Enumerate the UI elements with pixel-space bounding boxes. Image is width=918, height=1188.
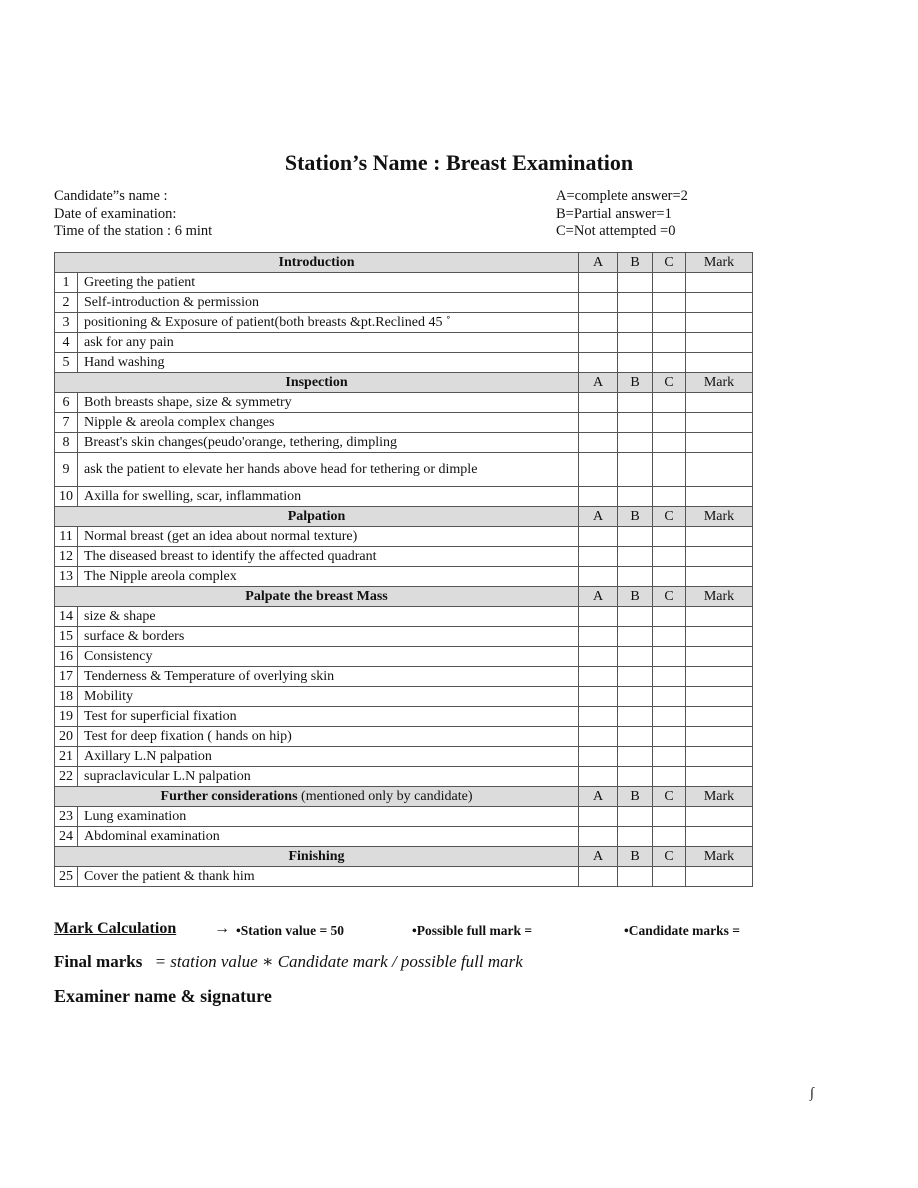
column-b-header: B	[618, 373, 653, 393]
column-b-header: B	[618, 847, 653, 867]
item-number: 1	[55, 273, 78, 293]
grade-a-cell[interactable]	[579, 747, 618, 767]
grade-a-cell[interactable]	[579, 767, 618, 787]
item-description: Tenderness & Temperature of overlying skin	[78, 667, 579, 687]
item-description: Greeting the patient	[78, 273, 579, 293]
section-title	[55, 587, 579, 607]
grade-b-cell[interactable]	[618, 727, 653, 747]
mark-cell[interactable]	[686, 567, 753, 587]
item-description: The Nipple areola complex	[78, 567, 579, 587]
grade-a-cell[interactable]	[579, 393, 618, 413]
grade-a-cell[interactable]	[579, 687, 618, 707]
grade-c-cell[interactable]	[653, 453, 686, 487]
item-description: ask the patient to elevate her hands above head for tethering or dimple	[78, 453, 579, 487]
column-c-header: C	[653, 847, 686, 867]
item-description: positioning & Exposure of patient(both breasts &pt.Reclined 45 ˚	[78, 313, 579, 333]
column-mark-header: Mark	[686, 787, 753, 807]
column-a-header: A	[579, 373, 618, 393]
station-time-label: Time of the station : 6 mint	[54, 223, 213, 239]
table-row	[55, 273, 753, 293]
table-row	[55, 567, 753, 587]
table-row	[55, 353, 753, 373]
item-description: Consistency	[78, 647, 579, 667]
item-number: 16	[55, 647, 78, 667]
grade-a-cell[interactable]	[579, 727, 618, 747]
mark-cell[interactable]	[686, 687, 753, 707]
item-number: 17	[55, 667, 78, 687]
column-c-header: C	[653, 507, 686, 527]
section-title	[55, 787, 579, 807]
item-number: 11	[55, 527, 78, 547]
mark-cell[interactable]	[686, 667, 753, 687]
final-marks	[54, 952, 523, 972]
column-a-header: A	[579, 587, 618, 607]
column-c-header: C	[653, 373, 686, 393]
mark-cell[interactable]	[686, 807, 753, 827]
grade-a-key: A=complete answer=2	[556, 188, 688, 204]
grade-b-cell[interactable]	[618, 707, 653, 727]
grade-a-cell[interactable]	[579, 827, 618, 847]
mark-cell[interactable]	[686, 393, 753, 413]
grade-b-cell[interactable]	[618, 807, 653, 827]
grade-c-cell[interactable]	[653, 627, 686, 647]
grade-c-cell[interactable]	[653, 393, 686, 413]
section-header	[55, 253, 753, 273]
table-row	[55, 433, 753, 453]
table-row	[55, 707, 753, 727]
section-title	[55, 847, 579, 867]
column-mark-header: Mark	[686, 587, 753, 607]
column-a-header: A	[579, 847, 618, 867]
grade-b-cell[interactable]	[618, 353, 653, 373]
item-description: Mobility	[78, 687, 579, 707]
item-number: 20	[55, 727, 78, 747]
item-description: ask for any pain	[78, 333, 579, 353]
table-row	[55, 687, 753, 707]
candidate-marks: •Candidate marks =	[624, 923, 740, 938]
grade-a-cell[interactable]	[579, 273, 618, 293]
grade-a-cell[interactable]	[579, 647, 618, 667]
grade-b-cell[interactable]	[618, 273, 653, 293]
grade-a-cell[interactable]	[579, 627, 618, 647]
grade-b-cell[interactable]	[618, 547, 653, 567]
column-c-header: C	[653, 253, 686, 273]
grade-a-cell[interactable]	[579, 807, 618, 827]
column-b-header: B	[618, 507, 653, 527]
grade-b-cell[interactable]	[618, 433, 653, 453]
item-description: Self-introduction & permission	[78, 293, 579, 313]
column-b-header: B	[618, 787, 653, 807]
table-row	[55, 827, 753, 847]
mark-cell[interactable]	[686, 647, 753, 667]
station-value: •Station value = 50	[236, 923, 345, 938]
item-description: size & shape	[78, 607, 579, 627]
mark-cell[interactable]	[686, 767, 753, 787]
mark-cell[interactable]	[686, 867, 753, 887]
section-title-text: Introduction	[278, 255, 355, 270]
item-description: supraclavicular L.N palpation	[78, 767, 579, 787]
item-number: 18	[55, 687, 78, 707]
grade-c-cell[interactable]	[653, 687, 686, 707]
grade-c-key: C=Not attempted =0	[556, 223, 676, 239]
item-description: Test for superficial fixation	[78, 707, 579, 727]
checklist-table	[54, 252, 753, 887]
grade-b-cell[interactable]	[618, 767, 653, 787]
table-row	[55, 727, 753, 747]
section-title-text: Further considerations	[160, 789, 298, 804]
grade-a-cell[interactable]	[579, 867, 618, 887]
column-b-header: B	[618, 587, 653, 607]
grade-c-cell[interactable]	[653, 727, 686, 747]
mark-cell[interactable]	[686, 527, 753, 547]
grade-c-cell[interactable]	[653, 487, 686, 507]
mark-cell[interactable]	[686, 707, 753, 727]
item-number: 14	[55, 607, 78, 627]
grade-c-cell[interactable]	[653, 867, 686, 887]
grade-a-cell[interactable]	[579, 293, 618, 313]
grade-b-cell[interactable]	[618, 627, 653, 647]
mark-cell[interactable]	[686, 273, 753, 293]
grade-b-cell[interactable]	[618, 647, 653, 667]
mark-calculation-label: Mark Calculation	[54, 920, 177, 937]
item-number: 22	[55, 767, 78, 787]
table-row	[55, 453, 753, 487]
item-number: 21	[55, 747, 78, 767]
table-row	[55, 487, 753, 507]
column-c-header: C	[653, 587, 686, 607]
page-mark: ∫	[810, 1086, 814, 1101]
mark-cell[interactable]	[686, 827, 753, 847]
mark-calculation	[54, 920, 814, 938]
grade-b-cell[interactable]	[618, 567, 653, 587]
table-row	[55, 333, 753, 353]
grade-a-cell[interactable]	[579, 453, 618, 487]
section-title-text: Palpate the breast Mass	[245, 589, 388, 604]
table-row	[55, 393, 753, 413]
section-title-note: (mentioned only by candidate)	[297, 789, 473, 804]
item-number: 4	[55, 333, 78, 353]
column-mark-header: Mark	[686, 253, 753, 273]
column-a-header: A	[579, 507, 618, 527]
mark-cell[interactable]	[686, 313, 753, 333]
grade-c-cell[interactable]	[653, 567, 686, 587]
grade-c-cell[interactable]	[653, 827, 686, 847]
item-description: surface & borders	[78, 627, 579, 647]
column-mark-header: Mark	[686, 847, 753, 867]
section-title-text: Palpation	[287, 509, 346, 524]
grade-b-cell[interactable]	[618, 667, 653, 687]
grade-b-cell[interactable]	[618, 293, 653, 313]
grade-c-cell[interactable]	[653, 527, 686, 547]
grade-a-cell[interactable]	[579, 567, 618, 587]
grade-a-cell[interactable]	[579, 487, 618, 507]
grade-b-cell[interactable]	[618, 333, 653, 353]
table-row	[55, 527, 753, 547]
grade-c-cell[interactable]	[653, 807, 686, 827]
grade-b-cell[interactable]	[618, 313, 653, 333]
grade-c-cell[interactable]	[653, 607, 686, 627]
grade-a-cell[interactable]	[579, 667, 618, 687]
grade-a-cell[interactable]	[579, 707, 618, 727]
column-a-header: A	[579, 787, 618, 807]
section-header	[55, 847, 753, 867]
grade-c-cell[interactable]	[653, 433, 686, 453]
column-b-header: B	[618, 253, 653, 273]
item-description: Both breasts shape, size & symmetry	[78, 393, 579, 413]
grade-b-cell[interactable]	[618, 827, 653, 847]
column-a-header: A	[579, 253, 618, 273]
grade-b-cell[interactable]	[618, 413, 653, 433]
grade-a-cell[interactable]	[579, 547, 618, 567]
grade-a-cell[interactable]	[579, 333, 618, 353]
item-number: 24	[55, 827, 78, 847]
grade-c-cell[interactable]	[653, 547, 686, 567]
grade-b-cell[interactable]	[618, 867, 653, 887]
final-marks-formula: = station value ∗ Candidate mark / possible full mark	[154, 952, 523, 971]
mark-cell[interactable]	[686, 747, 753, 767]
grading-key	[556, 188, 688, 241]
item-description: Normal breast (get an idea about normal texture)	[78, 527, 579, 547]
item-number: 13	[55, 567, 78, 587]
table-row	[55, 767, 753, 787]
grade-b-cell[interactable]	[618, 747, 653, 767]
grade-b-cell[interactable]	[618, 453, 653, 487]
exam-date-label: Date of examination:	[54, 205, 177, 222]
mark-cell[interactable]	[686, 727, 753, 747]
item-number: 23	[55, 807, 78, 827]
grade-a-cell[interactable]	[579, 313, 618, 333]
grade-b-key: B=Partial answer=1	[556, 205, 672, 222]
grade-a-cell[interactable]	[579, 353, 618, 373]
item-number: 5	[55, 353, 78, 373]
section-title	[55, 507, 579, 527]
item-description: Axillary L.N palpation	[78, 747, 579, 767]
mark-cell[interactable]	[686, 353, 753, 373]
table-row	[55, 807, 753, 827]
mark-cell[interactable]	[686, 433, 753, 453]
section-header	[55, 787, 753, 807]
grade-a-cell[interactable]	[579, 433, 618, 453]
grade-b-cell[interactable]	[618, 487, 653, 507]
mark-cell[interactable]	[686, 487, 753, 507]
grade-c-cell[interactable]	[653, 707, 686, 727]
section-header	[55, 587, 753, 607]
grade-b-cell[interactable]	[618, 393, 653, 413]
table-row	[55, 647, 753, 667]
item-description: Hand washing	[78, 353, 579, 373]
mark-cell[interactable]	[686, 293, 753, 313]
grade-a-cell[interactable]	[579, 527, 618, 547]
section-title	[55, 253, 579, 273]
grade-c-cell[interactable]	[653, 293, 686, 313]
mark-cell[interactable]	[686, 333, 753, 353]
item-number: 10	[55, 487, 78, 507]
examiner-signature: Examiner name & signature	[54, 986, 272, 1006]
table-row	[55, 747, 753, 767]
mark-cell[interactable]	[686, 453, 753, 487]
item-description: Axilla for swelling, scar, inflammation	[78, 487, 579, 507]
table-row	[55, 413, 753, 433]
column-mark-header: Mark	[686, 373, 753, 393]
section-title-text: Inspection	[285, 375, 348, 390]
item-number: 7	[55, 413, 78, 433]
grade-c-cell[interactable]	[653, 273, 686, 293]
grade-c-cell[interactable]	[653, 647, 686, 667]
item-description: Lung examination	[78, 807, 579, 827]
item-number: 25	[55, 867, 78, 887]
grade-c-cell[interactable]	[653, 767, 686, 787]
grade-c-cell[interactable]	[653, 413, 686, 433]
table-row	[55, 667, 753, 687]
column-c-header: C	[653, 787, 686, 807]
grade-c-cell[interactable]	[653, 333, 686, 353]
candidate-name-label: Candidate”s name :	[54, 188, 168, 204]
grade-a-cell[interactable]	[579, 413, 618, 433]
grade-b-cell[interactable]	[618, 607, 653, 627]
item-number: 19	[55, 707, 78, 727]
grade-b-cell[interactable]	[618, 527, 653, 547]
final-marks-label: Final marks	[54, 952, 143, 971]
candidate-info	[54, 188, 212, 241]
table-row	[55, 547, 753, 567]
possible-full-mark: •Possible full mark =	[412, 923, 533, 938]
mark-cell[interactable]	[686, 547, 753, 567]
item-number: 12	[55, 547, 78, 567]
grade-c-cell[interactable]	[653, 313, 686, 333]
table-row	[55, 607, 753, 627]
table-row	[55, 627, 753, 647]
section-header	[55, 373, 753, 393]
table-row	[55, 867, 753, 887]
arrow-icon: →	[214, 920, 230, 937]
item-description: Abdominal examination	[78, 827, 579, 847]
section-title-text: Finishing	[288, 849, 345, 864]
item-description: Nipple & areola complex changes	[78, 413, 579, 433]
item-description: The diseased breast to identify the affected quadrant	[78, 547, 579, 567]
item-number: 6	[55, 393, 78, 413]
item-number: 8	[55, 433, 78, 453]
table-row	[55, 293, 753, 313]
item-description: Breast's skin changes(peudo'orange, tethering, dimpling	[78, 433, 579, 453]
mark-cell[interactable]	[686, 627, 753, 647]
item-number: 9	[55, 453, 78, 487]
table-row	[55, 313, 753, 333]
item-number: 3	[55, 313, 78, 333]
mark-cell[interactable]	[686, 607, 753, 627]
item-description: Cover the patient & thank him	[78, 867, 579, 887]
item-description: Test for deep fixation ( hands on hip)	[78, 727, 579, 747]
grade-c-cell[interactable]	[653, 747, 686, 767]
mark-cell[interactable]	[686, 413, 753, 433]
grade-c-cell[interactable]	[653, 667, 686, 687]
page-title: Station’s Name : Breast Examination	[284, 150, 634, 175]
grade-b-cell[interactable]	[618, 687, 653, 707]
item-number: 15	[55, 627, 78, 647]
item-number: 2	[55, 293, 78, 313]
column-mark-header: Mark	[686, 507, 753, 527]
grade-c-cell[interactable]	[653, 353, 686, 373]
section-header	[55, 507, 753, 527]
grade-a-cell[interactable]	[579, 607, 618, 627]
section-title	[55, 373, 579, 393]
